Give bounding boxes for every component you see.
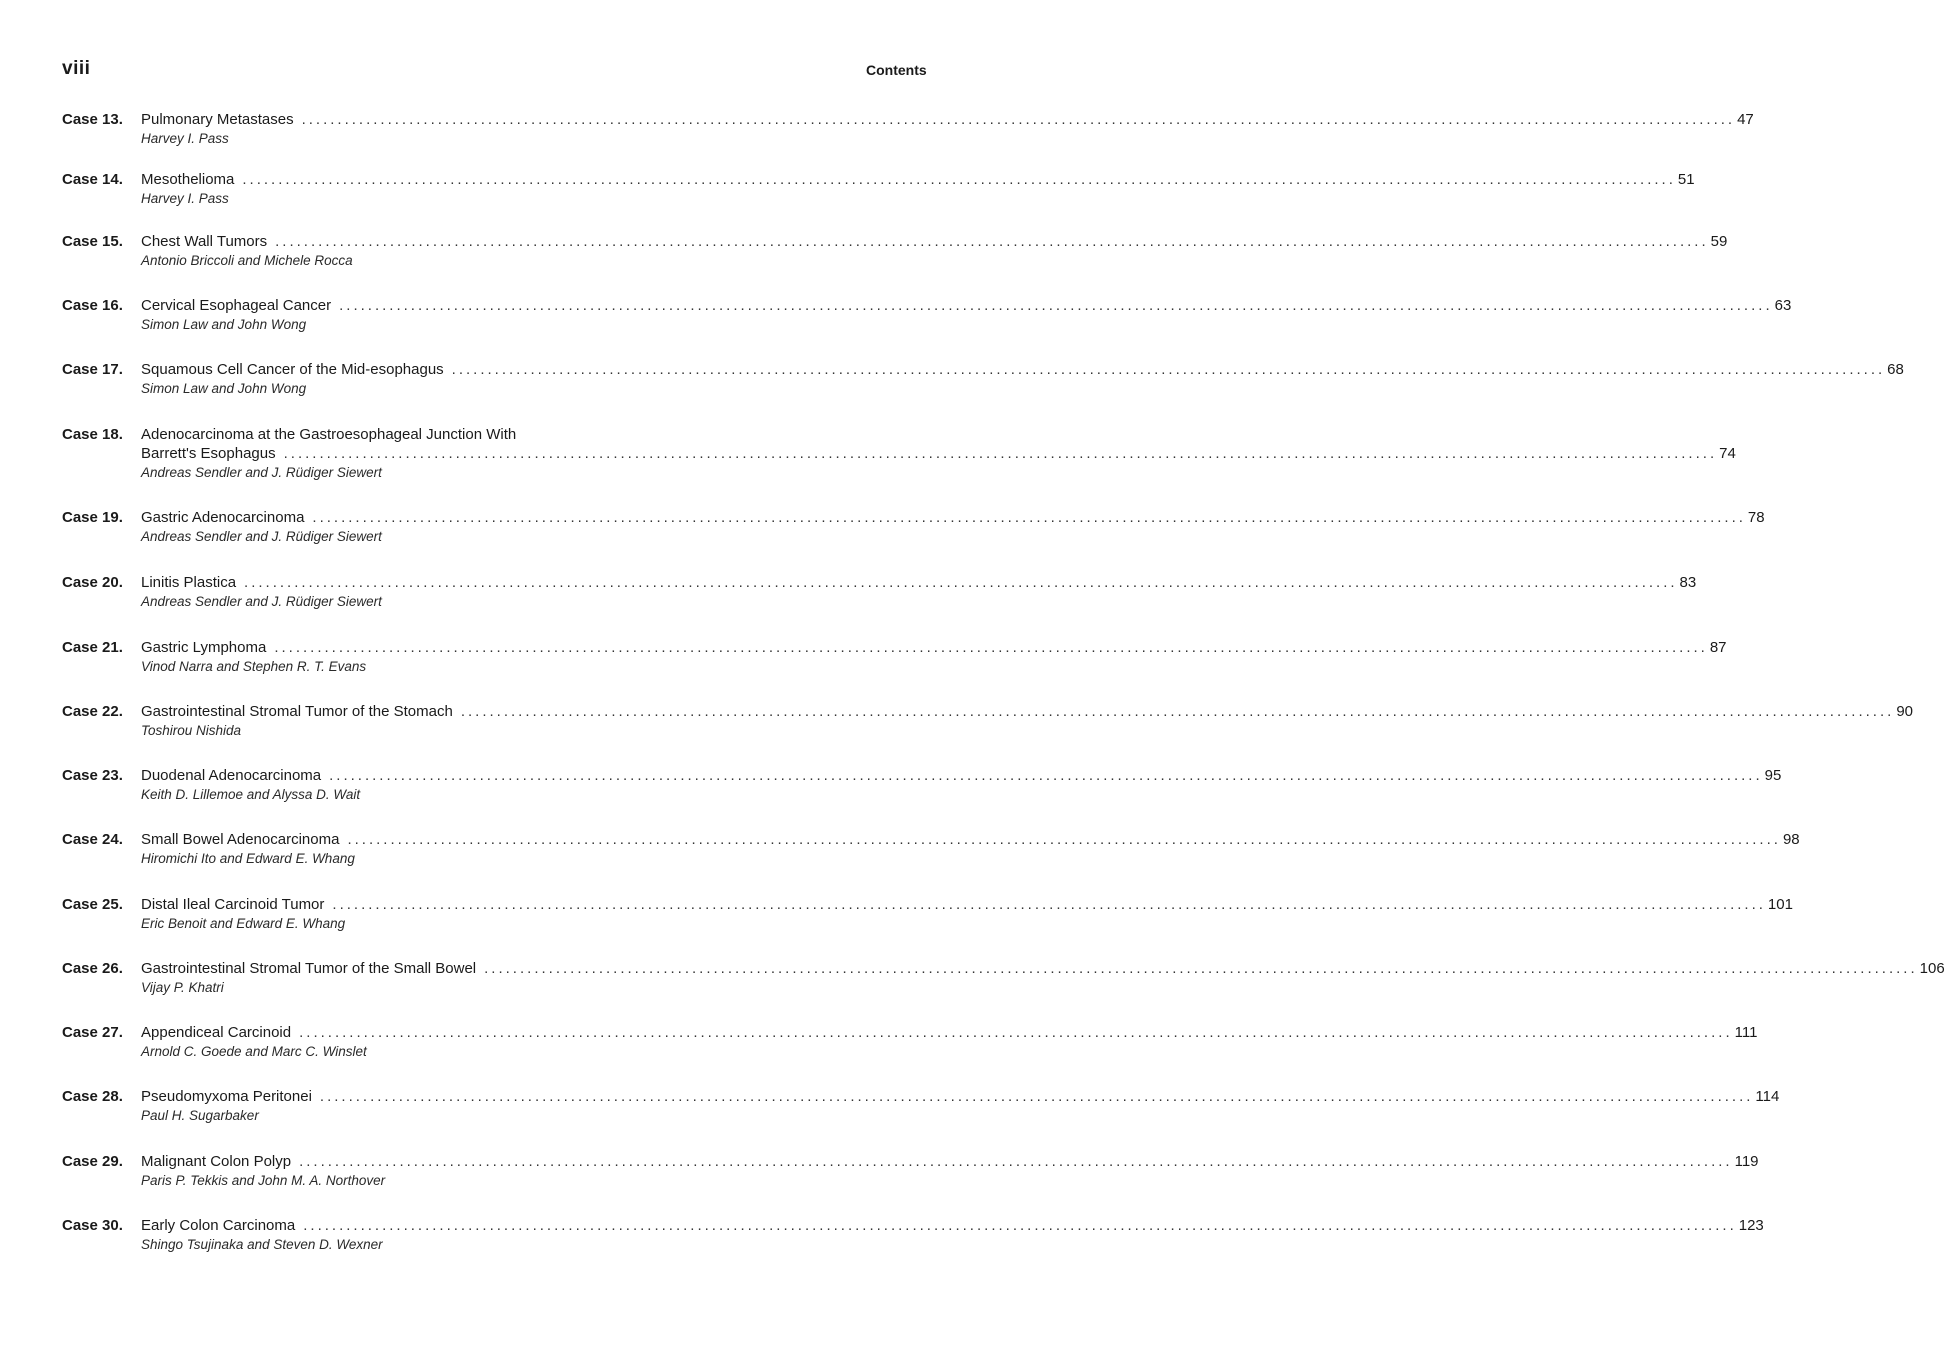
dot-leader: ........................................................................................................................................................................................................ [244, 574, 1678, 591]
case-title-line [141, 296, 1792, 315]
dot-leader: ........................................................................................................................................................................................................ [451, 361, 1886, 378]
page-ref: 111 [1734, 1024, 1758, 1041]
case-title: Duodenal Adenocarcinoma [141, 767, 322, 784]
case-title-line [141, 1152, 1759, 1171]
case-number: Case 23. [62, 767, 123, 784]
case-authors: Toshirou Nishida [141, 723, 242, 738]
case-title-line [141, 508, 1765, 527]
case-title-line [141, 425, 682, 444]
page-ref: 87 [1709, 639, 1727, 656]
case-number: Case 18. [62, 426, 123, 443]
entry-body [141, 296, 1792, 334]
case-number: Case 30. [62, 1217, 123, 1234]
case-title-line [141, 1216, 1764, 1235]
dot-leader: ........................................................................................................................................................................................................ [242, 171, 1676, 188]
case-number: Case 24. [62, 831, 123, 848]
case-title-line [141, 1023, 1758, 1042]
case-title: Gastrointestinal Stromal Tumor of the Small Bowel [141, 960, 477, 977]
case-title: Chest Wall Tumors [141, 233, 268, 250]
case-number: Case 21. [62, 639, 123, 656]
case-title: Appendiceal Carcinoid [141, 1024, 292, 1041]
case-authors: Vijay P. Khatri [141, 980, 224, 995]
dot-leader: ........................................................................................................................................................................................................ [347, 831, 1781, 848]
case-authors: Andreas Sendler and J. Rüdiger Siewert [141, 594, 382, 609]
case-title-line [141, 959, 1945, 978]
page-ref: 47 [1737, 111, 1754, 128]
case-title-line [141, 110, 1754, 129]
entry-body [141, 425, 1736, 482]
case-authors: Andreas Sendler and J. Rüdiger Siewert [141, 465, 382, 480]
case-title: Small Bowel Adenocarcinoma [141, 831, 340, 848]
case-title-line [141, 766, 1782, 785]
case-title-line [141, 573, 1697, 592]
entry-body [141, 1087, 1780, 1125]
case-title-line [141, 830, 1800, 849]
entry-body [141, 1152, 1759, 1190]
case-title-line [141, 232, 1728, 251]
entry-body [141, 573, 1697, 611]
dot-leader: ........................................................................................................................................................................................................ [484, 960, 1918, 977]
case-number: Case 14. [62, 171, 123, 188]
case-number: Case 16. [62, 297, 123, 314]
case-authors: Eric Benoit and Edward E. Whang [141, 916, 346, 931]
page-ref: 78 [1747, 509, 1765, 526]
case-title-line [141, 360, 1904, 379]
entry-body [141, 1216, 1764, 1254]
case-number: Case 17. [62, 361, 123, 378]
case-authors: Shingo Tsujinaka and Steven D. Wexner [141, 1237, 383, 1252]
dot-leader: ........................................................................................................................................................................................................ [301, 111, 1736, 128]
page-ref: 114 [1755, 1088, 1780, 1105]
case-authors: Harvey I. Pass [141, 191, 229, 206]
case-title: Malignant Colon Polyp [141, 1153, 292, 1170]
entry-body [141, 959, 1945, 997]
case-title: Pseudomyxoma Peritonei [141, 1088, 312, 1105]
case-title: Adenocarcinoma at the Gastroesophageal Junction With [141, 426, 517, 443]
page-ref: 63 [1774, 297, 1792, 314]
case-authors: Simon Law and John Wong [141, 381, 307, 396]
entry-body [141, 232, 1728, 270]
case-title: Linitis Plastica [141, 574, 237, 591]
entry-body [141, 830, 1800, 868]
case-authors: Paul H. Sugarbaker [141, 1108, 259, 1123]
entry-body [141, 766, 1782, 804]
case-number: Case 27. [62, 1024, 123, 1041]
page-ref: 74 [1719, 445, 1736, 462]
dot-leader: ........................................................................................................................................................................................................ [312, 509, 1746, 526]
dot-leader: ........................................................................................................................................................................................................ [303, 1217, 1737, 1234]
case-title: Gastric Adenocarcinoma [141, 509, 305, 526]
case-title-line [141, 638, 1727, 657]
case-title: Early Colon Carcinoma [141, 1217, 296, 1234]
case-title: Mesothelioma [141, 171, 235, 188]
dot-leader: ........................................................................................................................................................................................................ [339, 297, 1773, 314]
case-title: Cervical Esophageal Cancer [141, 297, 332, 314]
case-authors: Andreas Sendler and J. Rüdiger Siewert [141, 529, 382, 544]
case-number: Case 28. [62, 1088, 123, 1105]
entry-body [141, 110, 1754, 148]
page-ref: 119 [1734, 1153, 1759, 1170]
case-number: Case 20. [62, 574, 123, 591]
dot-leader: ........................................................................................................................................................................................................ [274, 639, 1708, 656]
page-ref: 68 [1887, 361, 1904, 378]
dot-leader: ........................................................................................................................................................................................................ [319, 1088, 1754, 1105]
case-title: Gastric Lymphoma [141, 639, 267, 656]
case-title-line [141, 444, 1736, 463]
entry-body [141, 702, 1913, 740]
entry-body [141, 638, 1727, 676]
dot-leader: ........................................................................................................................................................................................................ [283, 445, 1718, 462]
case-authors: Keith D. Lillemoe and Alyssa D. Wait [141, 787, 361, 802]
case-authors: Simon Law and John Wong [141, 317, 307, 332]
entry-body [141, 360, 1904, 398]
dot-leader: ........................................................................................................................................................................................................ [299, 1153, 1733, 1170]
case-authors: Paris P. Tekkis and John M. A. Northover [141, 1173, 386, 1188]
dot-leader: ........................................................................................................................................................................................................ [329, 767, 1763, 784]
page-ref: 123 [1738, 1217, 1764, 1234]
case-number: Case 29. [62, 1153, 123, 1170]
page-ref: 51 [1677, 171, 1695, 188]
page-ref: 106 [1919, 960, 1945, 977]
page-ref: 90 [1896, 703, 1913, 720]
case-title: Gastrointestinal Stromal Tumor of the Stomach [141, 703, 453, 720]
case-title: Distal Ileal Carcinoid Tumor [141, 896, 325, 913]
case-title-line [141, 895, 1793, 914]
case-title: Barrett's Esophagus [141, 445, 276, 462]
running-head: Contents [866, 62, 927, 78]
case-number: Case 22. [62, 703, 123, 720]
case-title-line [141, 1087, 1780, 1106]
entry-body [141, 1023, 1758, 1061]
page-ref: 59 [1710, 233, 1728, 250]
case-number: Case 26. [62, 960, 123, 977]
page-ref: 95 [1764, 767, 1782, 784]
entry-body [141, 508, 1765, 546]
case-authors: Antonio Briccoli and Michele Rocca [141, 253, 353, 268]
dot-leader: ........................................................................................................................................................................................................ [332, 896, 1766, 913]
page-ref: 101 [1767, 896, 1793, 913]
page-ref: 98 [1782, 831, 1800, 848]
page-number: viii [62, 58, 91, 79]
case-authors: Vinod Narra and Stephen R. T. Evans [141, 659, 367, 674]
dot-leader: ........................................................................................................................................................................................................ [275, 233, 1709, 250]
dot-leader: ........................................................................................................................................................................................................ [299, 1024, 1733, 1041]
case-title: Pulmonary Metastases [141, 111, 294, 128]
case-authors: Harvey I. Pass [141, 131, 229, 146]
case-number: Case 13. [62, 111, 123, 128]
case-title-line [141, 702, 1913, 721]
page-ref: 83 [1679, 574, 1697, 591]
case-number: Case 25. [62, 896, 123, 913]
case-authors: Arnold C. Goede and Marc C. Winslet [141, 1044, 367, 1059]
case-number: Case 19. [62, 509, 123, 526]
case-title-line [141, 170, 1695, 189]
entry-body [141, 895, 1793, 933]
case-number: Case 15. [62, 233, 123, 250]
entry-body [141, 170, 1695, 208]
case-authors: Hiromichi Ito and Edward E. Whang [141, 851, 355, 866]
case-title: Squamous Cell Cancer of the Mid-esophagus [141, 361, 444, 378]
dot-leader: ........................................................................................................................................................................................................ [460, 703, 1895, 720]
